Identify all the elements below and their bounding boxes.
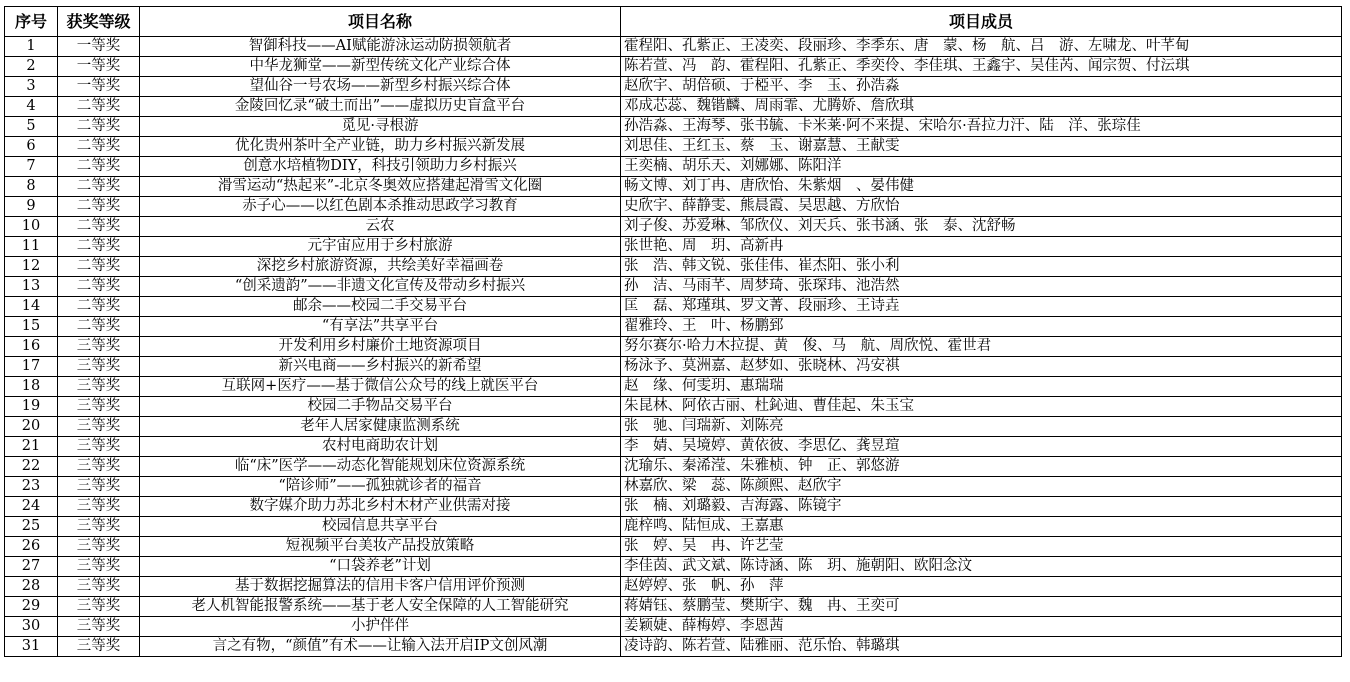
row-members: 蒋婧钰、蔡鹏莹、樊斯宇、魏 冉、王奕可: [621, 597, 1342, 617]
row-number: 5: [5, 117, 58, 137]
row-members: 翟雅玲、王 叶、杨鹏郅: [621, 317, 1342, 337]
table-row: [5, 477, 1342, 497]
row-project-name: 老年人居家健康监测系统: [140, 417, 621, 437]
table-row: [5, 157, 1342, 177]
row-members: 姜颖婕、薛梅婷、李恩茜: [621, 617, 1342, 637]
row-members: 努尔赛尔·哈力木拉提、黄 俊、马 航、周欣悦、霍世君: [621, 337, 1342, 357]
table-row: [5, 457, 1342, 477]
header-level: 获奖等级: [58, 7, 140, 37]
row-members: 畅文博、刘丁冉、唐欣怡、朱紫烟 、晏伟健: [621, 177, 1342, 197]
row-award-level: 二等奖: [58, 157, 140, 177]
row-award-level: 三等奖: [58, 337, 140, 357]
row-number: 28: [5, 577, 58, 597]
row-award-level: 三等奖: [58, 537, 140, 557]
row-project-name: 老人机智能报警系统——基于老人安全保障的人工智能研究: [140, 597, 621, 617]
row-number: 25: [5, 517, 58, 537]
row-number: 8: [5, 177, 58, 197]
table-row: [5, 137, 1342, 157]
row-award-level: 二等奖: [58, 277, 140, 297]
row-award-level: 三等奖: [58, 617, 140, 637]
row-number: 2: [5, 57, 58, 77]
row-members: 孙 洁、马雨芊、周梦琦、张琛玮、池浩然: [621, 277, 1342, 297]
row-project-name: 临“床”医学——动态化智能规划床位资源系统: [140, 457, 621, 477]
row-award-level: 三等奖: [58, 457, 140, 477]
row-number: 10: [5, 217, 58, 237]
row-members: 赵欣宇、胡倍硕、于椏平、李 玉、孙浩淼: [621, 77, 1342, 97]
table-row: [5, 257, 1342, 277]
row-number: 29: [5, 597, 58, 617]
row-project-name: 短视频平台美妆产品投放策略: [140, 537, 621, 557]
row-members: 朱昆林、阿依古丽、杜鈊迪、曹佳起、朱玉宝: [621, 397, 1342, 417]
table-row: [5, 377, 1342, 397]
row-award-level: 二等奖: [58, 117, 140, 137]
row-project-name: 基于数据挖掘算法的信用卡客户信用评价预测: [140, 577, 621, 597]
table-row: [5, 397, 1342, 417]
row-number: 22: [5, 457, 58, 477]
row-project-name: “创采遗韵”——非遗文化宣传及带动乡村振兴: [140, 277, 621, 297]
row-members: 刘子俊、苏爱琳、邹欣仪、刘天兵、张书涵、张 泰、沈舒畅: [621, 217, 1342, 237]
row-members: 凌诗韵、陈若萱、陆雅丽、范乐怡、韩璐琪: [621, 637, 1342, 657]
row-project-name: 邮余——校园二手交易平台: [140, 297, 621, 317]
row-number: 3: [5, 77, 58, 97]
row-members: 林嘉欣、梁 蕊、陈颜熙、赵欣宇: [621, 477, 1342, 497]
row-award-level: 三等奖: [58, 397, 140, 417]
row-award-level: 三等奖: [58, 417, 140, 437]
row-number: 24: [5, 497, 58, 517]
row-project-name: 中华龙狮堂——新型传统文化产业综合体: [140, 57, 621, 77]
row-award-level: 二等奖: [58, 137, 140, 157]
row-members: 鹿梓鸣、陆恒成、王嘉惠: [621, 517, 1342, 537]
row-project-name: 校园信息共享平台: [140, 517, 621, 537]
table-row: [5, 57, 1342, 77]
row-members: 匡 磊、郑瑾琪、罗文菁、段丽珍、王诗垚: [621, 297, 1342, 317]
table-row: [5, 317, 1342, 337]
row-award-level: 二等奖: [58, 297, 140, 317]
row-number: 23: [5, 477, 58, 497]
row-number: 4: [5, 97, 58, 117]
row-award-level: 二等奖: [58, 257, 140, 277]
row-project-name: 望仙谷一号农场——新型乡村振兴综合体: [140, 77, 621, 97]
header-members: 项目成员: [621, 7, 1342, 37]
row-award-level: 三等奖: [58, 557, 140, 577]
table-row: [5, 37, 1342, 57]
table-row: [5, 417, 1342, 437]
table-row: [5, 357, 1342, 377]
row-project-name: 小护伴伴: [140, 617, 621, 637]
row-members: 赵 缘、何雯玥、惠瑞瑞: [621, 377, 1342, 397]
awards-sheet: [4, 6, 1342, 657]
row-award-level: 三等奖: [58, 577, 140, 597]
row-number: 6: [5, 137, 58, 157]
table-row: [5, 637, 1342, 657]
table-row: [5, 117, 1342, 137]
row-members: 李 婧、吴境婷、黄依彼、李思亿、龚昱瑄: [621, 437, 1342, 457]
row-project-name: 农村电商助农计划: [140, 437, 621, 457]
row-members: 霍程阳、孔紫正、王凌奕、段丽珍、李季东、唐 蒙、杨 航、吕 游、左啸龙、叶芊甸: [621, 37, 1342, 57]
row-project-name: 深挖乡村旅游资源，共绘美好幸福画卷: [140, 257, 621, 277]
row-members: 王奕楠、胡乐天、刘娜娜、陈阳洋: [621, 157, 1342, 177]
row-project-name: 优化贵州茶叶全产业链，助力乡村振兴新发展: [140, 137, 621, 157]
header-row: [5, 7, 1342, 37]
row-project-name: 觅见·寻根游: [140, 117, 621, 137]
row-number: 16: [5, 337, 58, 357]
table-row: [5, 497, 1342, 517]
row-award-level: 三等奖: [58, 497, 140, 517]
row-number: 18: [5, 377, 58, 397]
row-number: 13: [5, 277, 58, 297]
row-members: 张 楠、刘璐毅、吉海露、陈镜宇: [621, 497, 1342, 517]
row-project-name: 赤子心——以红色剧本杀推动思政学习教育: [140, 197, 621, 217]
table-row: [5, 337, 1342, 357]
row-award-level: 三等奖: [58, 357, 140, 377]
table-row: [5, 517, 1342, 537]
row-members: 孙浩淼、王海琴、张书毓、卡米莱·阿不来提、宋哈尔·吾拉力汗、陆 洋、张琮佳: [621, 117, 1342, 137]
table-row: [5, 237, 1342, 257]
row-project-name: 滑雪运动“热起来”-北京冬奥效应搭建起滑雪文化圈: [140, 177, 621, 197]
table-row: [5, 217, 1342, 237]
row-award-level: 一等奖: [58, 57, 140, 77]
row-award-level: 三等奖: [58, 477, 140, 497]
row-number: 30: [5, 617, 58, 637]
row-members: 陈若萱、冯 韵、霍程阳、孔紫正、季奕伶、李佳琪、王鑫宇、吴佳芮、闻宗贺、付沄琪: [621, 57, 1342, 77]
row-project-name: 智御科技——AI赋能游泳运动防损领航者: [140, 37, 621, 57]
row-members: 赵婷婷、张 帆、孙 萍: [621, 577, 1342, 597]
row-members: 张 浩、韩文锐、张佳伟、崔杰阳、张小利: [621, 257, 1342, 277]
row-project-name: 金陵回忆录“破土而出”——虚拟历史盲盒平台: [140, 97, 621, 117]
table-row: [5, 537, 1342, 557]
row-award-level: 三等奖: [58, 637, 140, 657]
table-row: [5, 437, 1342, 457]
row-members: 张世艳、周 玥、高新冉: [621, 237, 1342, 257]
table-row: [5, 617, 1342, 637]
table-row: [5, 97, 1342, 117]
row-award-level: 一等奖: [58, 77, 140, 97]
row-members: 邓成芯蕊、魏锴麟、周雨霏、尤腾娇、詹欣琪: [621, 97, 1342, 117]
row-number: 15: [5, 317, 58, 337]
row-number: 27: [5, 557, 58, 577]
row-project-name: 互联网+医疗——基于微信公众号的线上就医平台: [140, 377, 621, 397]
row-number: 14: [5, 297, 58, 317]
table-row: [5, 77, 1342, 97]
table-row: [5, 177, 1342, 197]
row-project-name: 言之有物，“颜值”有术——让输入法开启IP文创风潮: [140, 637, 621, 657]
header-project-name: 项目名称: [140, 7, 621, 37]
row-award-level: 三等奖: [58, 517, 140, 537]
row-number: 26: [5, 537, 58, 557]
row-number: 19: [5, 397, 58, 417]
table-row: [5, 597, 1342, 617]
row-number: 12: [5, 257, 58, 277]
row-award-level: 二等奖: [58, 237, 140, 257]
row-project-name: 开发利用乡村廉价土地资源项目: [140, 337, 621, 357]
table-body: [5, 37, 1342, 657]
row-members: 张 婷、吴 冉、许艺莹: [621, 537, 1342, 557]
row-award-level: 二等奖: [58, 317, 140, 337]
awards-table: [4, 6, 1342, 657]
row-number: 20: [5, 417, 58, 437]
row-project-name: 新兴电商——乡村振兴的新希望: [140, 357, 621, 377]
row-award-level: 二等奖: [58, 97, 140, 117]
table-row: [5, 277, 1342, 297]
row-number: 9: [5, 197, 58, 217]
row-award-level: 一等奖: [58, 37, 140, 57]
row-members: 刘思佳、王红玉、蔡 玉、谢嘉慧、王献雯: [621, 137, 1342, 157]
row-members: 沈瑜乐、秦浠滢、朱雅桢、钟 正、郭悠游: [621, 457, 1342, 477]
row-number: 31: [5, 637, 58, 657]
row-award-level: 三等奖: [58, 437, 140, 457]
table-row: [5, 557, 1342, 577]
row-award-level: 二等奖: [58, 177, 140, 197]
row-project-name: 云农: [140, 217, 621, 237]
row-members: 杨泳予、莫洲嘉、赵梦如、张晓林、冯安祺: [621, 357, 1342, 377]
table-row: [5, 297, 1342, 317]
header-no: 序号: [5, 7, 58, 37]
row-number: 21: [5, 437, 58, 457]
row-award-level: 三等奖: [58, 597, 140, 617]
row-project-name: “有享法”共享平台: [140, 317, 621, 337]
row-award-level: 二等奖: [58, 217, 140, 237]
row-award-level: 三等奖: [58, 377, 140, 397]
row-project-name: 数字媒介助力苏北乡村木材产业供需对接: [140, 497, 621, 517]
table-row: [5, 197, 1342, 217]
row-members: 李佳茵、武文斌、陈诗涵、陈 玥、施朝阳、欧阳念汶: [621, 557, 1342, 577]
row-project-name: 元宇宙应用于乡村旅游: [140, 237, 621, 257]
row-number: 11: [5, 237, 58, 257]
row-members: 张 驰、闫瑞新、刘陈亮: [621, 417, 1342, 437]
row-project-name: “陪诊师”——孤独就诊者的福音: [140, 477, 621, 497]
row-award-level: 二等奖: [58, 197, 140, 217]
row-number: 1: [5, 37, 58, 57]
row-project-name: 校园二手物品交易平台: [140, 397, 621, 417]
table-row: [5, 577, 1342, 597]
row-project-name: “口袋养老”计划: [140, 557, 621, 577]
row-number: 17: [5, 357, 58, 377]
row-number: 7: [5, 157, 58, 177]
row-project-name: 创意水培植物DIY，科技引领助力乡村振兴: [140, 157, 621, 177]
row-members: 史欣宇、薛静雯、熊晨霞、吴思越、方欣怡: [621, 197, 1342, 217]
